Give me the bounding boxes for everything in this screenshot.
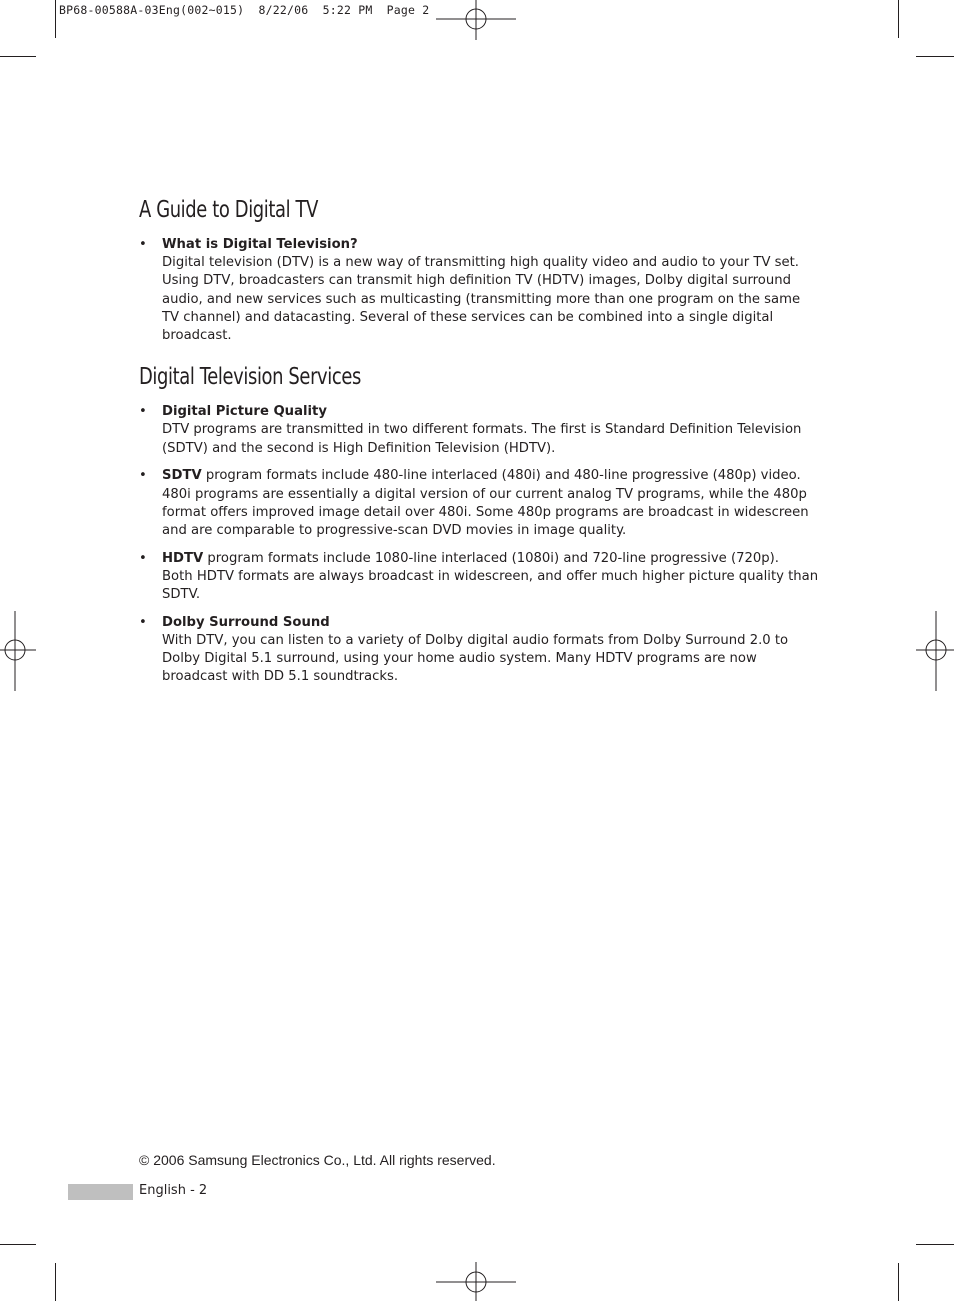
list-item-hdtv: • HDTV program formats include 1080-line interlaced (1080i) and 720-line progressive (720p). Both HDTV formats are always broadcast in widescreen, and offer much higher picture quality than SDTV. [139, 550, 819, 603]
list-item-picture-quality: • Digital Picture Quality DTV programs are transmitted in two different formats. The first is Standard Definition Television (SDTV) and the second is High Definition Television (HDTV). [139, 403, 819, 458]
page-number: English - 2 [139, 1183, 208, 1198]
item-lead: SDTV [162, 468, 202, 484]
item-heading: What is Digital Television? [162, 237, 358, 252]
registration-mark-left [0, 611, 36, 691]
item-lead: HDTV [162, 550, 204, 566]
registration-mark-top [436, 0, 516, 40]
guide-list [139, 236, 819, 345]
bullet: • [139, 550, 147, 566]
services-list [139, 403, 819, 686]
page-number-bar [68, 1184, 133, 1200]
section-title-guide: A Guide to Digital TV [139, 197, 318, 223]
bullet: • [139, 614, 147, 630]
bullet: • [139, 468, 147, 484]
list-item-what-is-dtv: • What is Digital Television? Digital television (DTV) is a new way of transmitting high quality video and audio to your TV set. Using DTV, broadcasters can transmit high definition TV (HDTV) images, Dolby digital surround audio, and new services such as multicasting (transmitting more than one program on the same TV channel) and datacasting. Several of these services can be combined into a single digital broadcast. [139, 236, 819, 345]
list-item-dolby: • Dolby Surround Sound With DTV, you can listen to a variety of Dolby digital audio formats from Dolby Surround 2.0 to Dolby Digital 5.1 surround, using your home audio system. Many HDTV programs are now broadcast with DD 5.1 soundtracks. [139, 614, 819, 687]
item-heading: Digital Picture Quality [162, 404, 327, 420]
printer-slug: BP68-00588A-03Eng(002~015) 8/22/06 5:22 PM Page 2 [59, 3, 430, 17]
section-title-services: Digital Television Services [139, 364, 361, 391]
list-item-sdtv: • SDTV program formats include 480-line interlaced (480i) and 480-line progressive (480p) video. 480i programs are essentially a digital version of our current analog TV programs, while the 480p format offers improved image detail over 480i. Some 480p programs are broadcast in widescreen and are comparable to progressive-scan DVD movies in image quality. [139, 468, 809, 538]
registration-mark-bottom [436, 1262, 516, 1301]
main-content [139, 192, 819, 696]
item-heading: Dolby Surround Sound [162, 614, 330, 630]
bullet: • [139, 237, 147, 252]
bullet: • [139, 404, 147, 420]
copyright-notice: © 2006 Samsung Electronics Co., Ltd. All rights reserved. [139, 1152, 496, 1168]
registration-mark-right [916, 611, 954, 691]
